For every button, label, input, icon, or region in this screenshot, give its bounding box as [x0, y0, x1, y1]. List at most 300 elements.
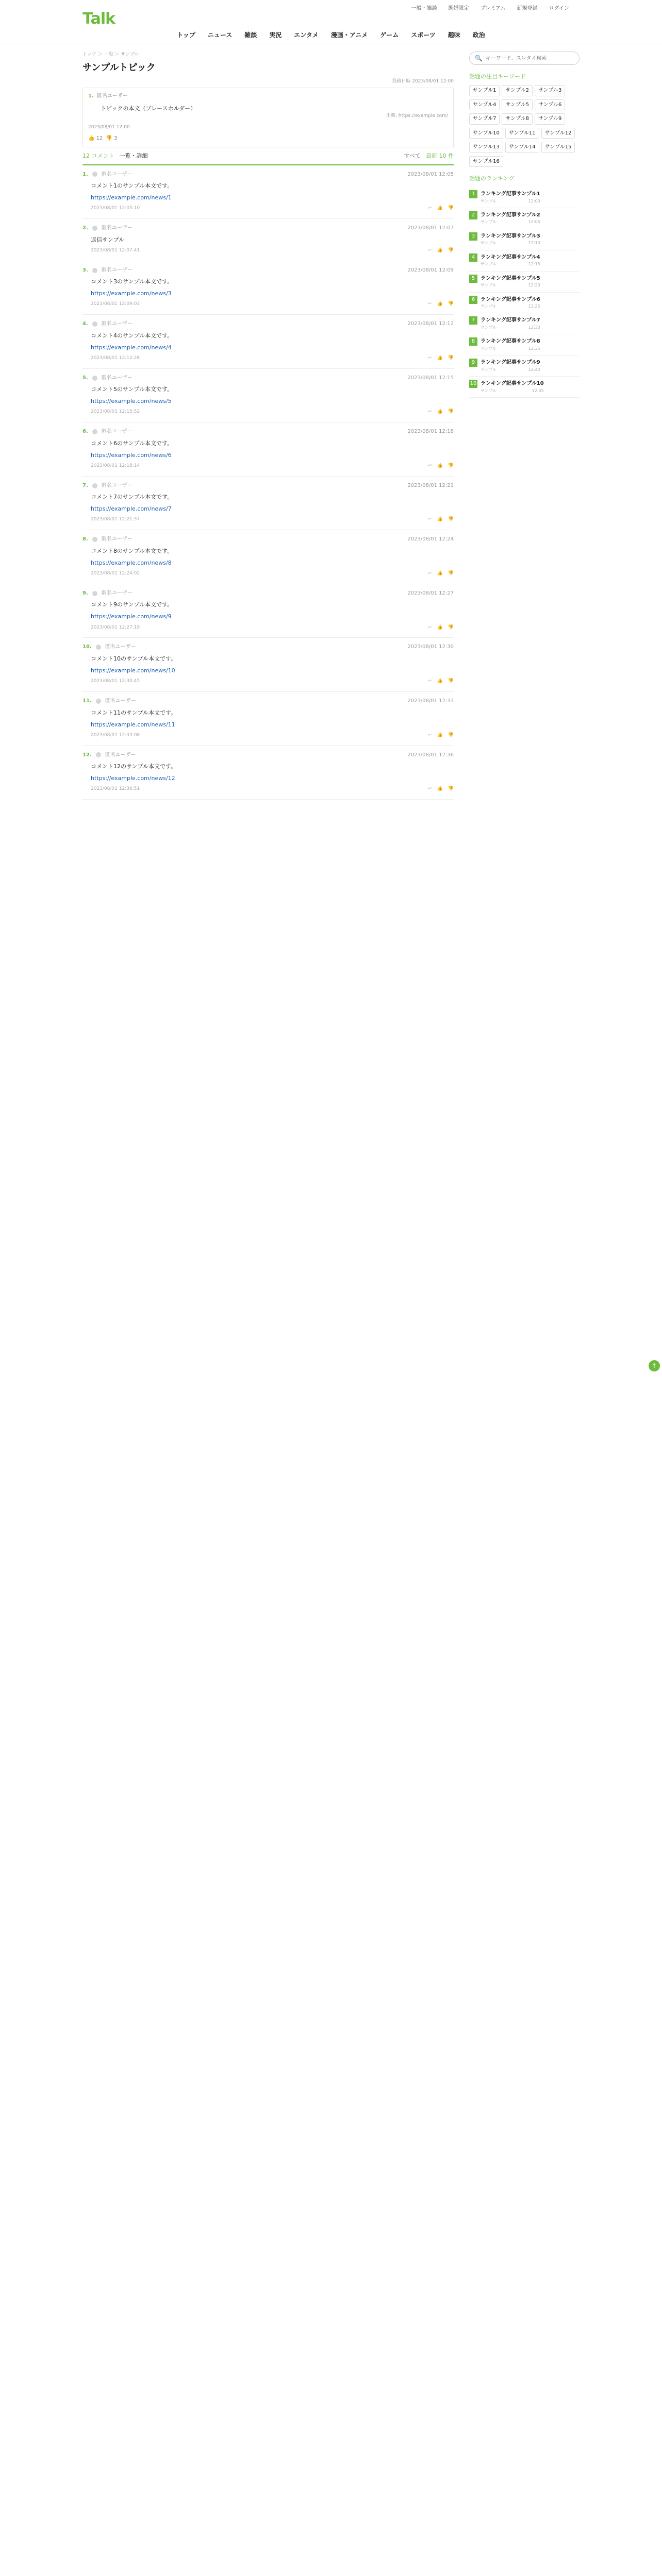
comment-footer: [82, 409, 454, 416]
rank-category: サンプル: [481, 304, 497, 309]
comment-link[interactable]: https://example.com/news/3: [91, 290, 172, 297]
search-input[interactable]: [486, 56, 568, 61]
thumb-up-icon[interactable]: 👍: [437, 247, 443, 253]
rank-number: 8: [469, 337, 477, 346]
rank-time: 12:20: [528, 283, 540, 288]
comment-number[interactable]: 1.: [82, 171, 88, 177]
comment-header: [82, 224, 454, 232]
avatar: [96, 699, 101, 704]
ranking-list: [469, 187, 580, 398]
comment-actions: [428, 516, 454, 523]
rank-title[interactable]: ランキング記事サンプル5: [481, 275, 540, 281]
rank-time: 12:35: [528, 346, 540, 351]
comment-date: 2023/08/01 12:07: [407, 225, 454, 231]
keyword-tag[interactable]: サンプル1: [469, 85, 500, 96]
thumb-up-icon[interactable]: 👍: [437, 355, 443, 361]
nav-item[interactable]: ニュース: [207, 31, 233, 39]
comment-footer: [82, 678, 454, 685]
comment-header: [82, 171, 454, 179]
nav-item[interactable]: 政治: [472, 31, 485, 39]
thumb-down-icon[interactable]: 👎: [448, 624, 454, 630]
comment-timestamp: 2023/08/01 12:05:10: [91, 206, 140, 211]
op-header: [88, 92, 448, 100]
comment-timestamp: 2023/08/01 12:27:19: [91, 624, 140, 630]
comment-number[interactable]: 2.: [82, 225, 88, 231]
comment-timestamp: 2023/08/01 12:30:45: [91, 679, 140, 684]
comment-user: 匿名ユーザー: [101, 267, 133, 273]
comment: [82, 530, 454, 584]
rank-content: [481, 253, 540, 268]
comment-body: コメント3のサンプル本文です。: [91, 278, 173, 285]
avatar: [92, 429, 97, 434]
thumb-down-icon[interactable]: 👎: [448, 355, 454, 361]
keyword-list: [469, 85, 580, 167]
comment-number[interactable]: 10.: [82, 644, 92, 650]
ranking-item[interactable]: [469, 293, 580, 314]
thumb-down-icon[interactable]: 👎: [448, 679, 454, 684]
comment-user: 匿名ユーザー: [101, 375, 133, 381]
comment: [82, 638, 454, 692]
thumb-up-icon[interactable]: 👍: [437, 206, 443, 211]
comment-header: [82, 643, 454, 651]
comment-body: コメント6のサンプル本文です。: [91, 439, 173, 447]
rank-title[interactable]: ランキング記事サンプル4: [481, 254, 540, 260]
thumb-down-icon[interactable]: 👎: [448, 786, 454, 792]
op-user: 匿名ユーザー: [96, 93, 128, 99]
rank-title[interactable]: ランキング記事サンプル8: [481, 338, 540, 345]
sort-all[interactable]: すべて: [404, 152, 421, 159]
rank-category: サンプル: [481, 283, 497, 288]
comment-number[interactable]: 6.: [82, 429, 88, 435]
rank-number: 6: [469, 296, 477, 304]
rank-title[interactable]: ランキング記事サンプル6: [481, 296, 540, 302]
comment: [82, 261, 454, 315]
rank-number: 3: [469, 232, 477, 241]
keyword-tag[interactable]: サンプル3: [535, 85, 565, 96]
comment-user: 匿名ユーザー: [105, 644, 136, 650]
rank-content: [481, 211, 540, 226]
thumb-down-icon[interactable]: 👎 3: [106, 135, 118, 142]
comment-body: コメント1のサンプル本文です。: [91, 182, 173, 190]
reply-icon[interactable]: ↩: [428, 247, 432, 253]
comment-user: 匿名ユーザー: [101, 590, 133, 596]
comment-user: 匿名ユーザー: [101, 321, 133, 327]
comment: [82, 219, 454, 261]
comment-header: [82, 320, 454, 328]
breadcrumb: トップ ＞ 一般 ＞ サンプル: [82, 52, 139, 57]
page-layout: [82, 44, 580, 800]
ranking-item[interactable]: [469, 313, 580, 334]
rank-number: 9: [469, 359, 477, 367]
rank-title[interactable]: ランキング記事サンプル2: [481, 212, 540, 218]
nav-item[interactable]: 雑談: [244, 31, 257, 39]
comment-link[interactable]: https://example.com/news/5: [91, 398, 172, 405]
thumb-up-icon[interactable]: 👍: [437, 517, 443, 522]
comment: [82, 422, 454, 477]
thumb-up-icon[interactable]: 👍: [437, 571, 443, 576]
comment-timestamp: 2023/08/01 12:33:08: [91, 732, 140, 738]
rank-content: [481, 190, 540, 205]
comment: [82, 584, 454, 638]
comment-timestamp: 2023/08/01 12:15:52: [91, 409, 140, 415]
comment: [82, 477, 454, 531]
rank-content: [481, 316, 540, 331]
comment-actions: [428, 624, 454, 632]
op-number: 1.: [88, 93, 94, 99]
comment-body: コメント9のサンプル本文です。: [91, 601, 173, 608]
reply-icon[interactable]: ↩: [428, 301, 432, 307]
nav-item[interactable]: スポーツ: [411, 31, 436, 39]
rank-time: 12:10: [528, 241, 540, 246]
avatar: [92, 537, 97, 542]
comment-header: [82, 589, 454, 598]
keyword-tag[interactable]: サンプル14: [505, 142, 539, 153]
rank-category: サンプル: [481, 367, 497, 372]
avatar: [92, 172, 97, 177]
thumb-down-icon[interactable]: 👎: [448, 206, 454, 211]
ranking-item[interactable]: [469, 334, 580, 355]
comment: [82, 692, 454, 746]
ranking-item[interactable]: [469, 250, 580, 272]
keyword-tag[interactable]: サンプル9: [535, 113, 565, 125]
comment-header: [82, 697, 454, 705]
rank-title[interactable]: ランキング記事サンプル9: [481, 360, 540, 366]
top-link-married[interactable]: 既婚限定: [448, 6, 469, 12]
comment-actions: [428, 409, 454, 416]
dislike-count: 3: [114, 135, 118, 142]
rank-title[interactable]: ランキング記事サンプル10: [481, 381, 544, 387]
rank-time: 12:30: [528, 325, 540, 330]
reply-icon[interactable]: ↩: [428, 624, 432, 630]
rank-category: サンプル: [481, 262, 497, 267]
avatar: [92, 226, 97, 231]
rank-meta: [481, 346, 540, 352]
thumb-up-icon[interactable]: 👍: [437, 409, 443, 415]
comment-footer: [82, 624, 454, 632]
comment-date: 2023/08/01 12:09: [407, 267, 454, 273]
comment-body: コメント11のサンプル本文です。: [91, 709, 177, 716]
ranking-item[interactable]: [469, 272, 580, 293]
page-title: サンプルトピック: [82, 62, 156, 73]
comment-timestamp: 2023/08/01 12:21:37: [91, 517, 140, 522]
comment-footer: [82, 247, 454, 255]
comment-header: [82, 535, 454, 544]
comment-actions: [428, 463, 454, 470]
comment-timestamp: 2023/08/01 12:36:51: [91, 786, 140, 792]
reply-icon[interactable]: ↩: [428, 679, 432, 684]
keyword-tag[interactable]: サンプル11: [505, 128, 539, 139]
comment-timestamp: 2023/08/01 12:18:14: [91, 463, 140, 468]
avatar: [96, 645, 101, 650]
comment-number[interactable]: 8.: [82, 536, 88, 543]
thumb-down-icon[interactable]: 👎: [448, 247, 454, 253]
thumb-down-icon[interactable]: 👎: [448, 571, 454, 576]
comment-body: コメント10のサンプル本文です。: [91, 655, 177, 662]
keyword-tag[interactable]: サンプル7: [469, 113, 500, 125]
nav-item[interactable]: 趣味: [448, 31, 460, 39]
comment: [82, 369, 454, 423]
ranking-item[interactable]: [469, 208, 580, 229]
op-source[interactable]: 出典: https://example.com/: [386, 113, 448, 119]
comment-user: 匿名ユーザー: [105, 752, 136, 758]
thumb-up-icon[interactable]: 👍: [437, 732, 443, 738]
avatar: [92, 483, 97, 488]
comment-header: [82, 266, 454, 275]
keyword-tag[interactable]: サンプル13: [469, 142, 503, 153]
keyword-heading: 話題の注目キーワード: [469, 73, 526, 80]
comment-footer: [82, 463, 454, 470]
rank-category: サンプル: [481, 198, 497, 204]
thumb-down-icon[interactable]: 👎: [448, 409, 454, 415]
rank-content: [481, 296, 540, 310]
rank-number: 4: [469, 253, 477, 262]
comment-user: 匿名ユーザー: [101, 482, 133, 488]
rank-number: 5: [469, 275, 477, 283]
op-date: 2023/08/01 12:00: [88, 125, 130, 130]
reply-icon[interactable]: ↩: [428, 786, 432, 792]
comment-actions: [428, 247, 454, 255]
comment-date: 2023/08/01 12:36: [407, 752, 454, 758]
reply-icon[interactable]: ↩: [428, 206, 432, 211]
ranking-item[interactable]: [469, 377, 580, 398]
comment-number[interactable]: 5.: [82, 375, 88, 381]
rank-meta: [481, 219, 540, 225]
rank-meta: [481, 282, 540, 289]
rank-title[interactable]: ランキング記事サンプル7: [481, 317, 540, 324]
comment-link[interactable]: https://example.com/news/6: [91, 451, 172, 459]
rank-content: [481, 275, 540, 289]
reply-icon[interactable]: ↩: [428, 355, 432, 361]
comment-timestamp: 2023/08/01 12:09:03: [91, 301, 140, 307]
comment-header: [82, 428, 454, 436]
reply-icon[interactable]: ↩: [428, 571, 432, 576]
rank-number: 7: [469, 316, 477, 325]
op-votes: [88, 134, 448, 143]
reply-icon[interactable]: ↩: [428, 409, 432, 415]
keyword-tag[interactable]: サンプル8: [502, 113, 532, 125]
rank-number: 2: [469, 211, 477, 219]
rank-meta: [481, 303, 540, 310]
comment-timestamp: 2023/08/01 12:24:02: [91, 571, 140, 576]
rank-meta: [481, 261, 540, 267]
comment-header: [82, 482, 454, 490]
nav-item[interactable]: ゲーム: [380, 31, 399, 39]
ranking-item[interactable]: [469, 187, 580, 208]
comment-number[interactable]: 9.: [82, 590, 88, 596]
top-link-login[interactable]: ログイン: [549, 6, 569, 12]
comment-number[interactable]: 3.: [82, 267, 88, 273]
comment-body: 返信サンプル: [91, 236, 125, 243]
comment-footer: [82, 570, 454, 578]
keyword-tag[interactable]: サンプル4: [469, 99, 500, 111]
top-link-premium[interactable]: プレミアム: [480, 6, 506, 12]
comment-body: コメント4のサンプル本文です。: [91, 332, 173, 339]
rank-title[interactable]: ランキング記事サンプル3: [481, 233, 540, 239]
rank-content: [481, 337, 540, 352]
view-toggle[interactable]: 一覧・詳細: [119, 152, 148, 159]
comment-number[interactable]: 12.: [82, 752, 92, 758]
comment-user: 匿名ユーザー: [101, 429, 133, 435]
rank-meta: [481, 240, 540, 246]
comment-user: 匿名ユーザー: [101, 171, 133, 177]
rank-meta: [481, 367, 540, 373]
rank-time: 12:15: [528, 262, 540, 267]
ranking-item[interactable]: [469, 229, 580, 250]
avatar: [92, 376, 97, 381]
comment-toolbar: [82, 147, 454, 165]
comment-link[interactable]: https://example.com/news/12: [91, 775, 175, 782]
thumb-down-icon[interactable]: 👎: [448, 732, 454, 738]
search-icon[interactable]: 🔍: [475, 54, 483, 62]
keyword-tag[interactable]: サンプル16: [469, 156, 503, 167]
rank-title[interactable]: ランキング記事サンプル1: [481, 191, 540, 197]
keyword-tag[interactable]: サンプル15: [541, 142, 575, 153]
site-logo[interactable]: Talk: [82, 10, 115, 28]
comment-list: [82, 165, 454, 800]
ranking-heading: 話題のランキング: [469, 175, 515, 182]
thumb-up-icon[interactable]: 👍: [437, 624, 443, 630]
comment-date: 2023/08/01 12:21: [407, 482, 454, 488]
top-link-general[interactable]: 一般・雑談: [411, 6, 437, 12]
nav-item[interactable]: 実況: [269, 31, 282, 39]
rank-category: サンプル: [481, 346, 497, 351]
thumb-up-icon[interactable]: 👍 12: [88, 135, 103, 142]
main-column: [82, 52, 454, 800]
comment-actions: [428, 678, 454, 685]
rank-meta: [481, 388, 544, 394]
avatar: [92, 321, 97, 327]
rank-category: サンプル: [481, 219, 497, 225]
thumb-down-icon[interactable]: 👎: [448, 517, 454, 522]
scroll-top-icon[interactable]: ↑: [649, 1360, 660, 1371]
avatar: [92, 591, 97, 596]
comment-body: コメント8のサンプル本文です。: [91, 547, 173, 554]
rank-number: 10: [469, 380, 477, 388]
ranking-item[interactable]: [469, 355, 580, 377]
keyword-tag[interactable]: サンプル5: [502, 99, 532, 111]
thumb-down-icon[interactable]: 👎: [448, 301, 454, 307]
comment-number[interactable]: 11.: [82, 698, 92, 704]
rank-time: 12:00: [528, 198, 540, 204]
comment-footer: [82, 732, 454, 739]
reply-icon[interactable]: ↩: [428, 463, 432, 468]
comment-body: コメント12のサンプル本文です。: [91, 763, 177, 770]
op-body: トピックの本文（プレースホルダー）: [101, 105, 196, 112]
comment-date: 2023/08/01 12:12: [407, 321, 454, 327]
like-count: 12: [96, 135, 103, 142]
reply-icon[interactable]: ↩: [428, 732, 432, 738]
comment-actions: [428, 732, 454, 739]
rank-category: サンプル: [481, 325, 497, 330]
comment-user: 匿名ユーザー: [105, 698, 136, 704]
thumb-up-icon[interactable]: 👍: [437, 463, 443, 468]
comment-number[interactable]: 4.: [82, 321, 88, 327]
avatar: [92, 268, 97, 273]
comment-header: [82, 374, 454, 382]
avatar: [96, 752, 101, 757]
comment-link[interactable]: https://example.com/news/8: [91, 559, 172, 566]
comment: [82, 165, 454, 219]
nav-item[interactable]: エンタメ: [294, 31, 319, 39]
comment-link[interactable]: https://example.com/news/1: [91, 194, 172, 201]
comment-timestamp: 2023/08/01 12:07:41: [91, 247, 140, 253]
thumb-up-icon[interactable]: 👍: [437, 301, 443, 307]
rank-category: サンプル: [481, 388, 497, 393]
top-link-register[interactable]: 新規登録: [517, 6, 538, 12]
comment-date: 2023/08/01 12:33: [407, 698, 454, 704]
comment-date: 2023/08/01 12:30: [407, 644, 454, 650]
comment-body: コメント5のサンプル本文です。: [91, 386, 173, 393]
comment-link[interactable]: https://example.com/news/4: [91, 344, 172, 351]
comment-user: 匿名ユーザー: [101, 536, 133, 543]
rank-number: 1: [469, 190, 477, 198]
thumb-up-icon[interactable]: 👍: [437, 679, 443, 684]
thumb-down-icon[interactable]: 👎: [448, 463, 454, 468]
rank-meta: [481, 198, 540, 205]
rank-time: 12:25: [528, 304, 540, 309]
comment-count[interactable]: 12 コメント: [82, 152, 114, 159]
comment-link[interactable]: https://example.com/news/10: [91, 667, 175, 674]
comment-header: [82, 751, 454, 759]
rank-content: [481, 380, 544, 394]
comment-actions: [428, 570, 454, 578]
thumb-up-icon[interactable]: 👍: [437, 786, 443, 792]
rank-time: 12:40: [528, 367, 540, 372]
comment-number[interactable]: 7.: [82, 482, 88, 488]
comment-timestamp: 2023/08/01 12:12:28: [91, 355, 140, 361]
nav-item[interactable]: トップ: [177, 31, 195, 39]
comment: [82, 315, 454, 369]
rank-content: [481, 232, 540, 247]
comment-link[interactable]: https://example.com/news/11: [91, 721, 175, 728]
keyword-tag[interactable]: サンプル12: [541, 128, 575, 139]
posted-date: 投稿日時 2023/08/01 12:00: [392, 78, 454, 84]
comment-footer: [82, 516, 454, 523]
rank-meta: [481, 325, 540, 331]
comment-link[interactable]: https://example.com/news/7: [91, 505, 172, 513]
comment-date: 2023/08/01 12:18: [407, 429, 454, 435]
sort-latest[interactable]: 最新 10 件: [426, 152, 454, 159]
keyword-tag[interactable]: サンプル10: [469, 128, 503, 139]
comment-date: 2023/08/01 12:05: [407, 171, 454, 177]
comment-footer: [82, 301, 454, 308]
comment-footer: [82, 786, 454, 793]
rank-time: 12:05: [528, 219, 540, 225]
keyword-tag[interactable]: サンプル2: [502, 85, 532, 96]
comment-footer: [82, 205, 454, 212]
keyword-tag[interactable]: サンプル6: [535, 99, 565, 111]
comment-date: 2023/08/01 12:24: [407, 536, 454, 543]
sidebar: [469, 52, 580, 800]
comment-date: 2023/08/01 12:27: [407, 590, 454, 596]
reply-icon[interactable]: ↩: [428, 517, 432, 522]
comment-body: コメント7のサンプル本文です。: [91, 494, 173, 501]
comment-footer: [82, 355, 454, 362]
comment-actions: [428, 355, 454, 362]
topic-original-post: [82, 88, 454, 147]
search-box[interactable]: [469, 52, 580, 65]
rank-time: 12:45: [532, 388, 544, 393]
rank-category: サンプル: [481, 241, 497, 246]
comment-actions: [428, 786, 454, 793]
rank-content: [481, 359, 540, 373]
comment-date: 2023/08/01 12:15: [407, 375, 454, 381]
comment-user: 匿名ユーザー: [101, 225, 133, 231]
comment-actions: [428, 301, 454, 308]
nav-item[interactable]: 漫画・アニメ: [330, 31, 368, 39]
comment-link[interactable]: https://example.com/news/9: [91, 613, 172, 620]
comment-actions: [428, 205, 454, 212]
